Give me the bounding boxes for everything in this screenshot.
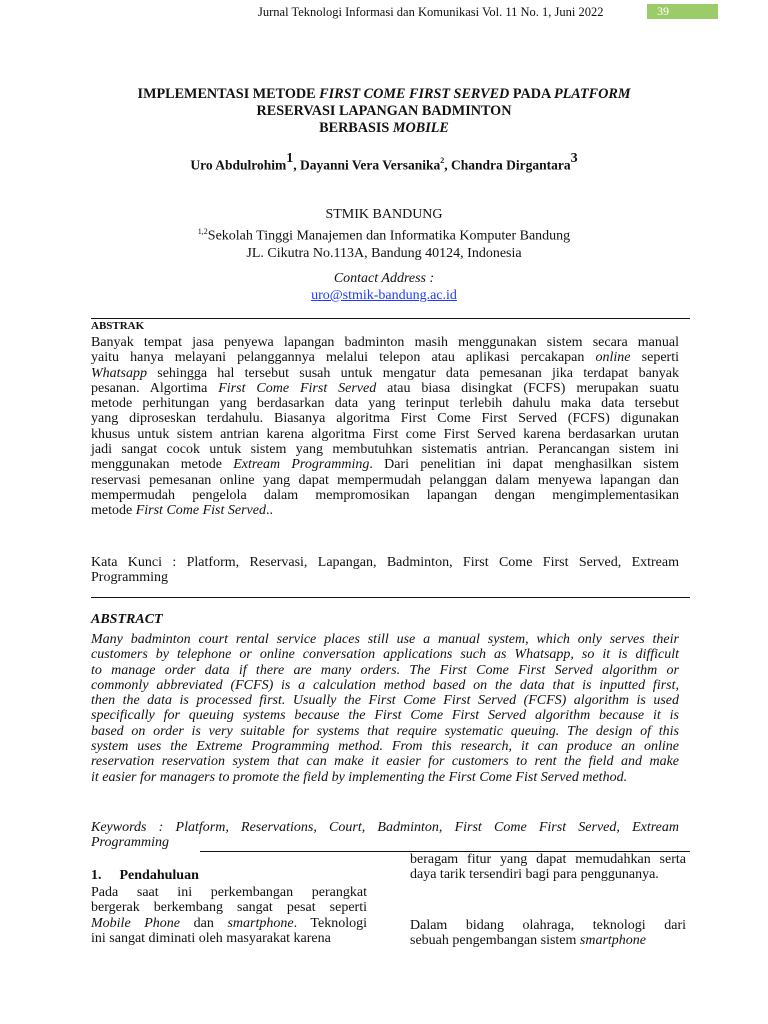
text-segment: Extream Programming bbox=[233, 457, 370, 473]
text-segment: metode perhitungan yang berdasarkan data yang terinput terlebih dahulu maka data tersebut bbox=[91, 396, 679, 412]
text-segment: Banyak tempat jasa penyewa lapangan badminton masih menggunakan sistem secara manual bbox=[91, 335, 679, 350]
keywords-line: Keywords : Platform, Reservations, Court, Badminton, First Come First Served, Extream bbox=[91, 820, 679, 835]
paragraph-line bbox=[91, 381, 679, 396]
abstract-body bbox=[91, 632, 679, 785]
keywords-line: Programming bbox=[91, 570, 168, 586]
page-number-badge: 39 bbox=[647, 4, 718, 19]
author-list bbox=[0, 153, 768, 174]
paragraph-line bbox=[91, 931, 367, 946]
paragraph-line bbox=[91, 335, 679, 350]
text-segment: menggunakan metode bbox=[91, 457, 234, 473]
paragraph-line bbox=[91, 411, 679, 426]
text-segment: yang diproseskan terdahulu. Biasanya algoritma First Come First Served (FCFS) digunakan bbox=[91, 411, 679, 427]
paragraph-line: daya tarik tersendiri bagi para penggunanya. bbox=[410, 867, 659, 883]
paragraph-line: commonly abbreviated (FCFS) is a calculation method based on the data that is inputted first, bbox=[91, 677, 679, 693]
paragraph-line bbox=[91, 488, 679, 503]
paragraph-line bbox=[91, 900, 367, 915]
text-segment: . Teknologi bbox=[293, 915, 367, 931]
paragraph-line bbox=[91, 350, 679, 365]
institution: STMIK BANDUNG bbox=[325, 207, 443, 222]
author-name: , Dayanni Vera Versanika bbox=[293, 157, 441, 173]
text-segment: khusus untuk sistem antrian karena algoritma First come First Served karena berdasarkan urutan bbox=[91, 426, 679, 442]
journal-header: Jurnal Teknologi Informasi dan Komunikasi Vol. 11 No. 1, Juni 2022 bbox=[258, 5, 604, 19]
section-right-column-bottom bbox=[410, 918, 686, 949]
section-heading bbox=[91, 868, 199, 884]
affiliation-sup: 1,2 bbox=[197, 227, 208, 236]
paragraph-line bbox=[91, 916, 367, 931]
paragraph-line bbox=[91, 442, 679, 457]
paragraph-line bbox=[410, 933, 686, 948]
author-name: , Chandra Dirgantara bbox=[444, 157, 571, 173]
text-segment: Dalam bidang olahraga, teknologi dari bbox=[410, 918, 686, 933]
email-link[interactable]: uro@stmik-bandung.ac.id bbox=[311, 288, 457, 303]
text-segment: Mobile Phone bbox=[91, 915, 181, 931]
text-segment: sehingga hal tersebut susah untuk mengatur data pemesanan jika terdapat banyak bbox=[147, 365, 679, 381]
section-left-column bbox=[91, 885, 367, 946]
paragraph-line: then the data is processed first. Usually the First Come First Served (FCFS) algorithm is used bbox=[91, 693, 679, 709]
paragraph-line: specifically for queuing systems because the First Come First Served algorithm because it is bbox=[91, 708, 679, 724]
text-segment: . Dari penelitian ini dapat menghasilkan sistem bbox=[369, 457, 679, 473]
affiliation-address: JL. Cikutra No.113A, Bandung 40124, Indonesia bbox=[246, 245, 522, 261]
author-name: Uro Abdulrohim bbox=[190, 157, 287, 173]
paragraph-line bbox=[91, 366, 679, 381]
text-segment: dan bbox=[180, 915, 228, 931]
text-segment: .. bbox=[265, 503, 273, 519]
affiliation-line: Sekolah Tinggi Manajemen dan Informatika Komputer Bandung bbox=[207, 228, 571, 244]
paragraph-line: system uses the Extreme Programming method. From this research, it can produce an online bbox=[91, 739, 679, 755]
paragraph-line bbox=[410, 918, 686, 933]
keywords-line: Programming bbox=[91, 835, 170, 851]
section-right-column-top bbox=[410, 852, 686, 883]
text-segment: Whatsapp bbox=[91, 365, 147, 381]
paragraph-line: to manage order data if there are many orders. The First Come First Served algorithm or bbox=[91, 662, 679, 678]
abstrak-keywords bbox=[91, 555, 679, 586]
title-part: IMPLEMENTASI METODE bbox=[137, 86, 320, 102]
text-segment: mempermudah pengelola dalam mempromosikan lapangan dengan mengimplementasikan bbox=[91, 487, 679, 503]
text-segment: smartphone bbox=[227, 915, 294, 931]
divider bbox=[91, 597, 690, 598]
author-sup: 3 bbox=[570, 151, 578, 166]
text-segment: First Come First Served bbox=[218, 380, 377, 396]
text-segment: jadi sangat cocok untuk sistem yang membutuhkan sistematis antrian. Perancangan sistem ini bbox=[91, 442, 679, 458]
title-part: FIRST COME FIRST SERVED bbox=[319, 86, 510, 102]
abstract-keywords bbox=[91, 820, 679, 851]
abstract-heading: ABSTRACT bbox=[91, 612, 163, 627]
author-sup: 2 bbox=[440, 156, 445, 165]
text-segment: sebuah pengembangan sistem bbox=[410, 933, 580, 949]
text-segment: pesanan. Algortima bbox=[91, 380, 219, 396]
paper-title bbox=[0, 86, 768, 137]
paragraph-line bbox=[91, 885, 367, 900]
text-segment: First Come Fist Served bbox=[135, 503, 266, 519]
section-number: 1. bbox=[91, 868, 102, 883]
divider bbox=[91, 318, 690, 319]
paragraph-line: beragam fitur yang dapat memudahkan serta bbox=[410, 852, 686, 867]
text-segment: Pada saat ini perkembangan perangkat bbox=[91, 885, 367, 900]
abstrak-heading: ABSTRAK bbox=[91, 320, 145, 332]
paragraph-line bbox=[91, 473, 679, 488]
paragraph-line: Many badminton court rental service places still use a manual system, which only serves their bbox=[91, 632, 679, 647]
paragraph-line: reservation reservation system that can make it easier for customers to rent the field and make bbox=[91, 754, 679, 770]
text-segment: bergerak berkembang sangat pesat seperti bbox=[91, 900, 367, 916]
paragraph-line: it easier for managers to promote the field by implementing the First Come Fist Served method. bbox=[91, 769, 628, 785]
section-title: Pendahuluan bbox=[119, 868, 199, 883]
text-segment: yaitu hanya melayani pelanggannya melalui telepon atau aplikasi percakapan bbox=[91, 350, 596, 366]
paragraph-line bbox=[91, 396, 679, 411]
affiliation bbox=[0, 206, 768, 262]
title-part: PADA bbox=[509, 86, 554, 102]
author-sup: 1 bbox=[286, 151, 294, 166]
text-segment: reservasi pemesanan online yang dapat mempermudah pelanggan dalam menyewa lapangan dan bbox=[91, 472, 679, 488]
text-segment: metode bbox=[91, 503, 136, 519]
paragraph-line bbox=[91, 457, 679, 472]
title-part: MOBILE bbox=[392, 120, 449, 136]
text-segment: ini sangat diminati oleh masyarakat karena bbox=[91, 930, 331, 946]
contact-label: Contact Address : bbox=[333, 271, 435, 286]
contact-block bbox=[0, 270, 768, 304]
keywords-line: Kata Kunci : Platform, Reservasi, Lapangan, Badminton, First Come First Served, Extream bbox=[91, 555, 679, 570]
abstrak-body bbox=[91, 335, 679, 519]
text-segment: online bbox=[595, 350, 631, 366]
text-segment: smartphone bbox=[579, 933, 647, 949]
text-segment: atau biasa disingkat (FCFS) merupakan suatu bbox=[376, 380, 679, 396]
text-segment: seperti bbox=[630, 350, 679, 366]
paragraph-line: customers by telephone or online conversation applications such as Whatsapp, so it is difficult bbox=[91, 647, 679, 663]
title-part: PLATFORM bbox=[553, 86, 631, 102]
paragraph-line: based on order is very suitable for systems that require systematic queuing. The design of this bbox=[91, 723, 679, 739]
title-part: RESERVASI LAPANGAN BADMINTON bbox=[256, 103, 512, 119]
title-part: BERBASIS bbox=[319, 120, 393, 136]
paragraph-line bbox=[91, 503, 679, 518]
paragraph-line bbox=[91, 427, 679, 442]
